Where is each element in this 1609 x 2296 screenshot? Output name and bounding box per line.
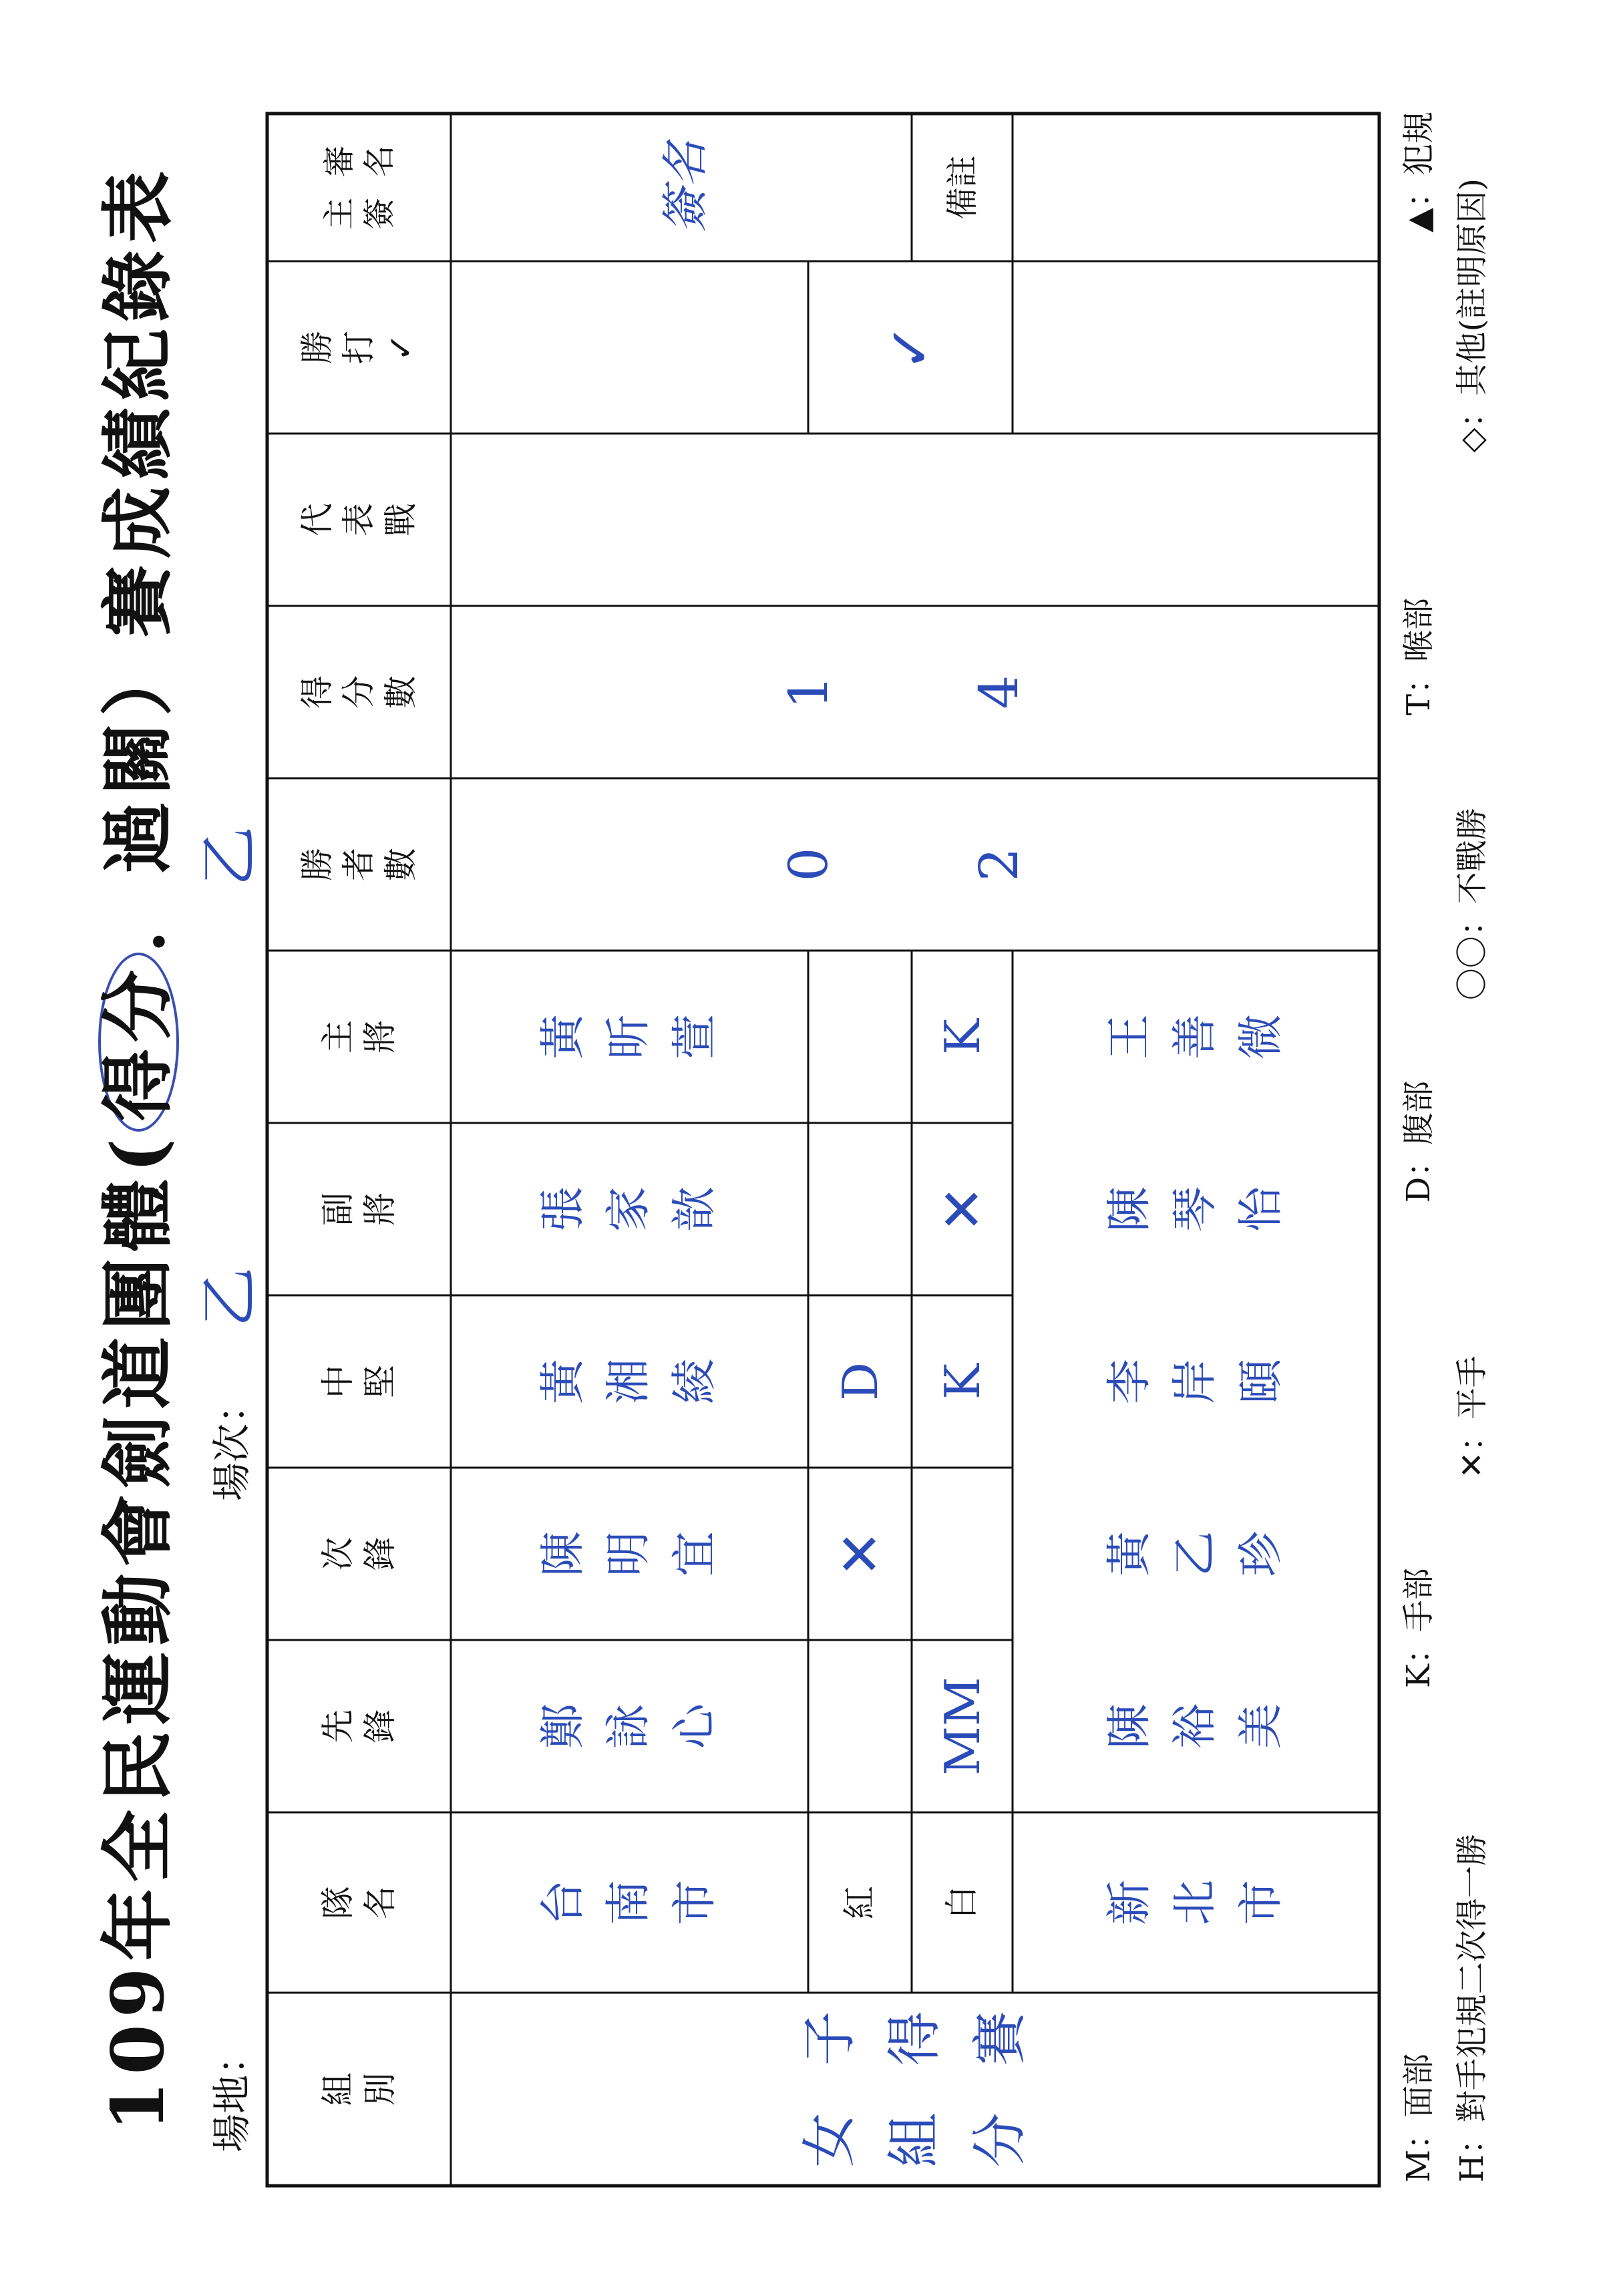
red-result-senpo <box>808 1640 912 1812</box>
white-winners-count: 2 <box>967 847 1030 882</box>
header-senpo: 先 鋒 <box>319 1709 399 1743</box>
red-win-mark <box>451 261 808 434</box>
red-result-fukusho <box>808 1123 912 1295</box>
legend-men: M：面部 <box>1400 2053 1437 2182</box>
white-player-senpo: 陳 裕 美 <box>1103 1703 1288 1750</box>
match-label: 場次： <box>209 1384 254 1501</box>
venue-value: 乙 <box>194 826 264 886</box>
header-win-mark: 勝 打 ✓ <box>297 331 420 364</box>
header-rep-match: 代 表 戰 <box>297 503 420 536</box>
white-result-fukusho: ✕ <box>929 1185 995 1233</box>
red-player-chuken: 黃 湘 綾 <box>536 1359 721 1405</box>
red-points: 1 <box>777 675 840 709</box>
red-player-fukusho: 張 家 歆 <box>536 1186 721 1233</box>
legend-fusen: 〇〇：不戰勝 <box>1453 808 1491 1001</box>
white-points: 4 <box>967 675 1030 709</box>
red-team-name: 台 南 市 <box>536 1880 721 1926</box>
white-result-taisho: K <box>934 1019 991 1055</box>
red-label: 紅 <box>840 1886 880 1919</box>
red-result-taisho <box>808 951 912 1123</box>
legend-row-2 <box>1446 178 1492 2182</box>
white-result-chuken: K <box>934 1363 991 1400</box>
red-result-chuken: D <box>832 1362 888 1401</box>
white-label: 白 <box>942 1886 982 1919</box>
referee-signature: 簽名 <box>657 140 713 234</box>
white-team-name: 新 北 市 <box>1103 1880 1288 1926</box>
header-group: 組 別 <box>319 2072 399 2106</box>
title-circled-option: 得分 <box>98 953 179 1132</box>
red-result-jiho: ✕ <box>827 1530 893 1578</box>
legend-foul: ▲：犯規 <box>1400 112 1437 232</box>
header-team: 隊 名 <box>319 1886 399 1919</box>
legend-hansoku: H：對手犯規二次得一勝 <box>1453 1834 1491 2182</box>
red-player-senpo: 鄭 詠 心 <box>536 1703 721 1750</box>
red-winners-count: 0 <box>777 847 840 882</box>
venue-label: 場地： <box>209 2035 254 2152</box>
white-player-jiho: 黃 乙 珍 <box>1103 1531 1288 1577</box>
legend-do: D：腹部 <box>1400 1080 1437 1203</box>
remarks-value <box>1013 114 1379 261</box>
match-value: 乙 <box>194 1267 264 1327</box>
header-jiho: 次 鋒 <box>319 1537 399 1571</box>
header-taisho: 主 將 <box>319 1020 399 1053</box>
title-suffix: ．過關）賽成績紀錄表 <box>96 164 180 953</box>
title-prefix: 109年全民運動會劍道團體( <box>96 1132 180 2132</box>
red-rep-match <box>451 434 912 606</box>
white-player-fukusho: 陳 琴 怡 <box>1103 1186 1288 1233</box>
header-chuken: 中 堅 <box>319 1365 399 1398</box>
legend-tsuki: T：喉部 <box>1400 597 1437 715</box>
header-points: 得 分 數 <box>297 675 420 709</box>
legend-other: ◇：其他(註明原因) <box>1453 178 1491 453</box>
header-winners: 勝 者 數 <box>297 848 420 881</box>
red-player-taisho: 黃 昕 萱 <box>536 1014 721 1060</box>
red-player-jiho: 陳 明 宜 <box>536 1531 721 1577</box>
group-name: 女 子 組 得 分 賽 <box>798 2011 1032 2168</box>
white-result-jiho <box>912 1468 1013 1640</box>
white-result-senpo: MM <box>934 1677 991 1776</box>
header-referee: 主 審 簽 名 <box>320 145 398 230</box>
legend-row-1 <box>1393 112 1439 2182</box>
white-rep-match <box>912 434 1379 606</box>
legend-kote: K：手部 <box>1400 1568 1437 1688</box>
white-player-taisho: 王 善 微 <box>1103 1014 1288 1060</box>
remarks-label: 備註 <box>943 155 981 220</box>
header-fukusho: 副 將 <box>319 1192 399 1226</box>
legend-draw: ✕：平手 <box>1453 1355 1491 1479</box>
white-player-chuken: 李 岸 頤 <box>1103 1359 1288 1405</box>
white-win-mark: ✓ <box>877 323 944 372</box>
